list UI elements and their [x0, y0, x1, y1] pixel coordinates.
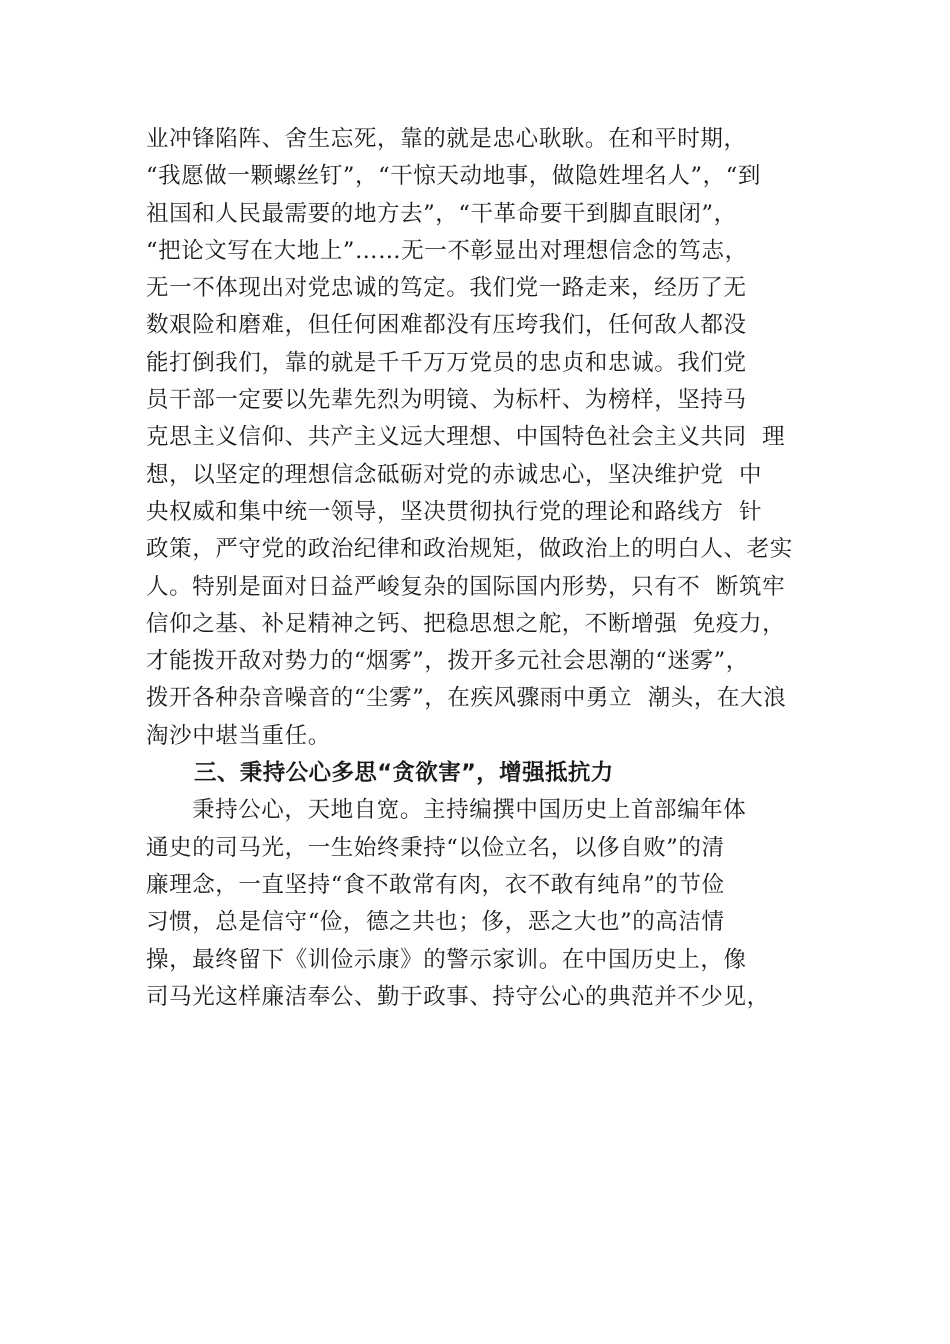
paragraph-line: 拨开各种杂音噪音的“尘雾”，在疾风骤雨中勇立 潮头，在大浪: [146, 685, 787, 712]
paragraph-line: 克思主义信仰、共产主义远大理想、中国特色社会主义共同 理: [146, 424, 786, 451]
paragraph-line: 祖国和人民最需要的地方去”，“干革命要干到脚直眼闭”，: [146, 200, 737, 227]
paragraph-line: 司马光这样廉洁奉公、勤于政事、持守公心的典范并不少见，: [146, 983, 770, 1010]
paragraph-line: 秉持公心，天地自宽。主持编撰中国历史上首部编年体: [192, 797, 747, 824]
paragraph-line: 人。特别是面对日益严峻复杂的国际国内形势，只有不 断筑牢: [146, 573, 786, 600]
paragraph-line: 想，以坚定的理想信念砥砺对党的赤诚忠心，坚决维护党 中: [146, 461, 763, 488]
paragraph-line: 无一不体现出对党忠诚的笃定。我们党一路走来，经历了无: [146, 275, 747, 302]
paragraph-line: 员干部一定要以先辈先烈为明镜、为标杆、为榜样，坚持马: [146, 387, 747, 414]
paragraph-line: 数艰险和磨难，但任何困难都没有压垮我们，任何敌人都没: [146, 312, 747, 339]
paragraph-line: 能打倒我们，靠的就是千千万万党员的忠贞和忠诚。我们党: [146, 349, 747, 376]
section-heading: 三、秉持公心多思“贪欲害”，增强抵抗力: [194, 760, 614, 787]
paragraph-line: 才能拨开敌对势力的“烟雾”，拨开多元社会思潮的“迷雾”，: [146, 648, 749, 675]
paragraph-line: 习惯，总是信守“俭，德之共也；侈，恶之大也”的高洁情: [146, 909, 725, 936]
paragraph-line: 业冲锋陷阵、舍生忘死，靠的就是忠心耿耿。在和平时期，: [146, 126, 747, 152]
paragraph-line: 信仰之基、补足精神之钙、把稳思想之舵，不断增强 免疫力，: [146, 610, 786, 637]
paragraph-line: 淘沙中堪当重任。: [146, 722, 331, 749]
paragraph-line: “我愿做一颗螺丝钉”，“干惊天动地事，做隐姓埋名人”，“到: [146, 163, 761, 190]
body-text: [146, 121, 846, 1016]
paragraph-line: 央权威和集中统一领导，坚决贯彻执行党的理论和路线方 针: [146, 498, 763, 525]
paragraph-line: 廉理念，一直坚持“食不敢常有肉，衣不敢有纯帛”的节俭: [146, 871, 725, 898]
paragraph-line: 通史的司马光，一生始终秉持“以俭立名，以侈自败”的清: [146, 834, 725, 861]
paragraph-line: 操，最终留下《训俭示康》的警示家训。在中国历史上，像: [146, 946, 747, 973]
paragraph-line: “把论文写在大地上”……无一不彰显出对理想信念的笃志，: [146, 237, 748, 264]
paragraph-line: 政策，严守党的政治纪律和政治规矩，做政治上的明白人、老实: [146, 536, 793, 563]
